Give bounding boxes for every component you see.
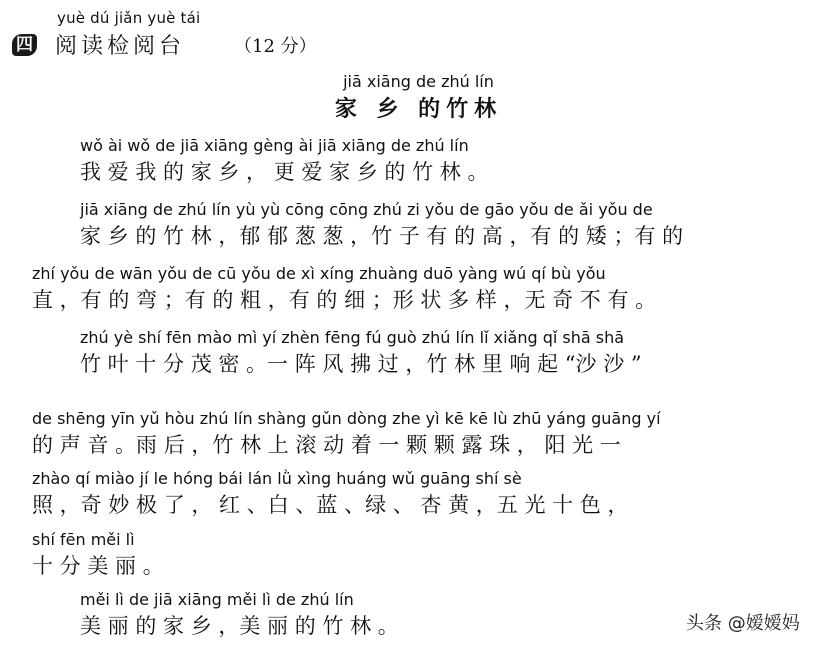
- line-3-text: 直 ，有 的 弯 ；有 的 粗 ，有 的 细 ；形 状 多 样 ，无 奇 不 有 。: [32, 288, 657, 312]
- line-5-pinyin: de shēng yīn yǔ hòu zhú lín shàng gǔn dòng zhe yì kē kē lù zhū yáng guāng yí: [32, 409, 661, 428]
- line-2-pinyin: jiā xiāng de zhú lín yù yù cōng cōng zhú zi yǒu de gāo yǒu de ǎi yǒu de: [80, 200, 653, 219]
- line-6-text: 照 ，奇 妙 极 了 ， 红 、白 、蓝 、绿 、 杏 黄 ，五 光 十 色 ，: [32, 493, 629, 517]
- line-7-text: 十 分 美 丽 。: [32, 554, 164, 578]
- line-5-text: 的 声 音 。雨 后 ，竹 林 上 滚 动 着 一 颗 颗 露 珠 ， 阳 光 一: [32, 433, 621, 457]
- poem-title-pinyin: jiā xiāng de zhú lín: [343, 72, 494, 91]
- section-pinyin: yuè dú jiǎn yuè tái: [57, 9, 201, 27]
- line-3-pinyin: zhí yǒu de wān yǒu de cū yǒu de xì xíng zhuàng duō yàng wú qí bù yǒu: [32, 264, 606, 283]
- line-1-text: 我 爱 我 的 家 乡 ， 更 爱 家 乡 的 竹 林 。: [80, 160, 489, 184]
- line-8-pinyin: měi lì de jiā xiāng měi lì de zhú lín: [80, 590, 354, 609]
- watermark-text: 头条 @嫒嫒妈: [686, 613, 800, 634]
- line-1-pinyin: wǒ ài wǒ de jiā xiāng gèng ài jiā xiāng de zhú lín: [80, 136, 469, 155]
- line-7-pinyin: shí fēn měi lì: [32, 530, 135, 549]
- line-8-text: 美 丽 的 家 乡 ，美 丽 的 竹 林 。: [80, 614, 399, 638]
- section-title: 阅读检阅台: [55, 34, 186, 59]
- line-4-text: 竹 叶 十 分 茂 密 。一 阵 风 拂 过 ，竹 林 里 响 起 “沙 沙 ”: [80, 352, 642, 376]
- line-4-pinyin: zhú yè shí fēn mào mì yí zhèn fēng fú guò zhú lín lǐ xiǎng qǐ shā shā: [80, 328, 625, 347]
- section-score: （12 分）: [234, 36, 317, 57]
- section-number-badge: 四: [12, 34, 37, 56]
- line-2-text: 家 乡 的 竹 林 ，郁 郁 葱 葱 ，竹 子 有 的 高 ，有 的 矮 ；有 的: [80, 224, 684, 248]
- line-6-pinyin: zhào qí miào jí le hóng bái lán lǜ xìng huáng wǔ guāng shí sè: [32, 469, 522, 488]
- poem-title: 家 乡 的竹林: [334, 97, 503, 122]
